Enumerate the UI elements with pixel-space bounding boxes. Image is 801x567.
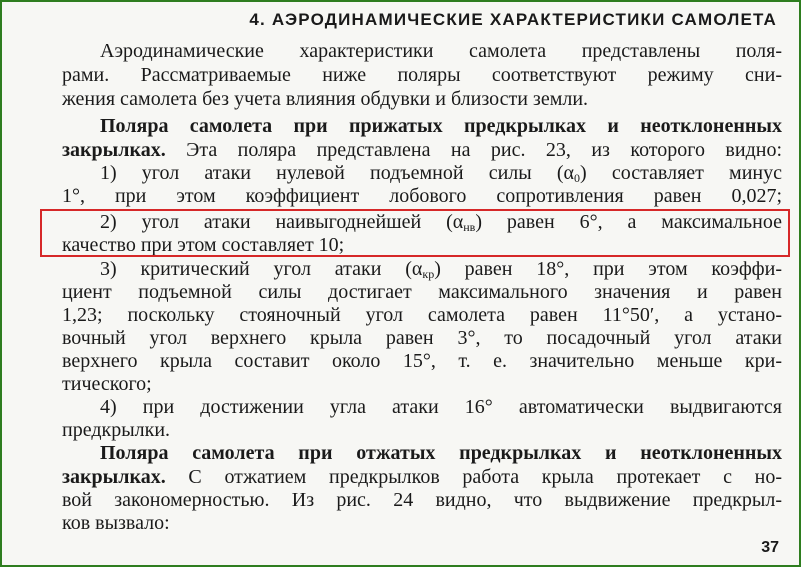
section1-heading: Поляра самолета при прижатых предкрылках и неотклоненных (100, 115, 782, 137)
item3-line-3: 1,23; поскольку стояночный угол самолета равен 11°50′, а устано- (62, 304, 782, 326)
item1-text: 1) угол атаки нулевой подъемной силы (α (100, 162, 575, 184)
item2-text: 2) угол атаки наивыгоднейшей (α (100, 211, 464, 233)
section2-heading: Поляра самолета при отжатых предкрылках и неотклоненных (100, 442, 782, 464)
intro-line-3: жения самолета без учета влияния обдувки и близости земли. (62, 88, 589, 110)
alpha-kr-subscript: кр (422, 267, 435, 281)
item2-line-2: качество при этом составляет 10; (62, 234, 345, 256)
alpha-nv-subscript: нв (463, 220, 476, 234)
intro-line-1: Аэродинамические характеристики самолета представлены поля- (100, 40, 782, 62)
section1-heading-line-2 (62, 139, 782, 162)
section1-heading-cont: закрылках. (62, 139, 166, 161)
section2-heading-line-2 (62, 466, 782, 489)
alpha-zero-subscript: 0 (574, 171, 581, 185)
section2-heading-line-1 (62, 442, 782, 465)
item3-line-2: циент подъемной силы достигает максимального значения и равен (62, 281, 782, 303)
section2-intro-text: С отжатием предкрылков работа крыла протекает с но- (165, 466, 782, 488)
intro-line-2: рами. Рассматриваемые ниже поляры соответствуют режиму сни- (62, 64, 782, 86)
item4-line-2: предкрылки. (62, 419, 171, 441)
item4-line-1: 4) при достижении угла атаки 16° автоматически выдвигаются (100, 396, 782, 418)
item1-line-2: 1°, при этом коэффициент лобового сопротивления равен 0,027; (62, 185, 782, 207)
item3-text-rest: ) равен 18°, при этом коэффи- (434, 258, 782, 280)
item2-text-rest: ) равен 6°, а максимальное (475, 211, 782, 233)
section2-line-3: вой закономерностью. Из рис. 24 видно, что выдвижение предкрыл- (62, 489, 782, 511)
section1-heading-line-1 (62, 115, 782, 138)
page-number: 37 (761, 539, 779, 556)
item3-line-6: тического; (62, 373, 152, 395)
section2-heading-cont: закрылках. (62, 466, 166, 488)
item1-text-rest: ) составляет минус (580, 162, 782, 184)
section1-intro-text: Эта поляра представлена на рис. 23, из которого видно: (165, 139, 782, 161)
item3-text: 3) критический угол атаки (α (100, 258, 423, 280)
section2-line-4: ков вызвало: (62, 512, 170, 534)
running-header: 4. АЭРОДИНАМИЧЕСКИЕ ХАРАКТЕРИСТИКИ САМОЛЕТА (249, 10, 777, 29)
item3-line-4: вочный угол верхнего крыла равен 3°, то посадочный угол атаки (62, 327, 782, 349)
item3-line-5: верхнего крыла составит около 15°, т. е. значительно меньше кри- (62, 350, 782, 372)
